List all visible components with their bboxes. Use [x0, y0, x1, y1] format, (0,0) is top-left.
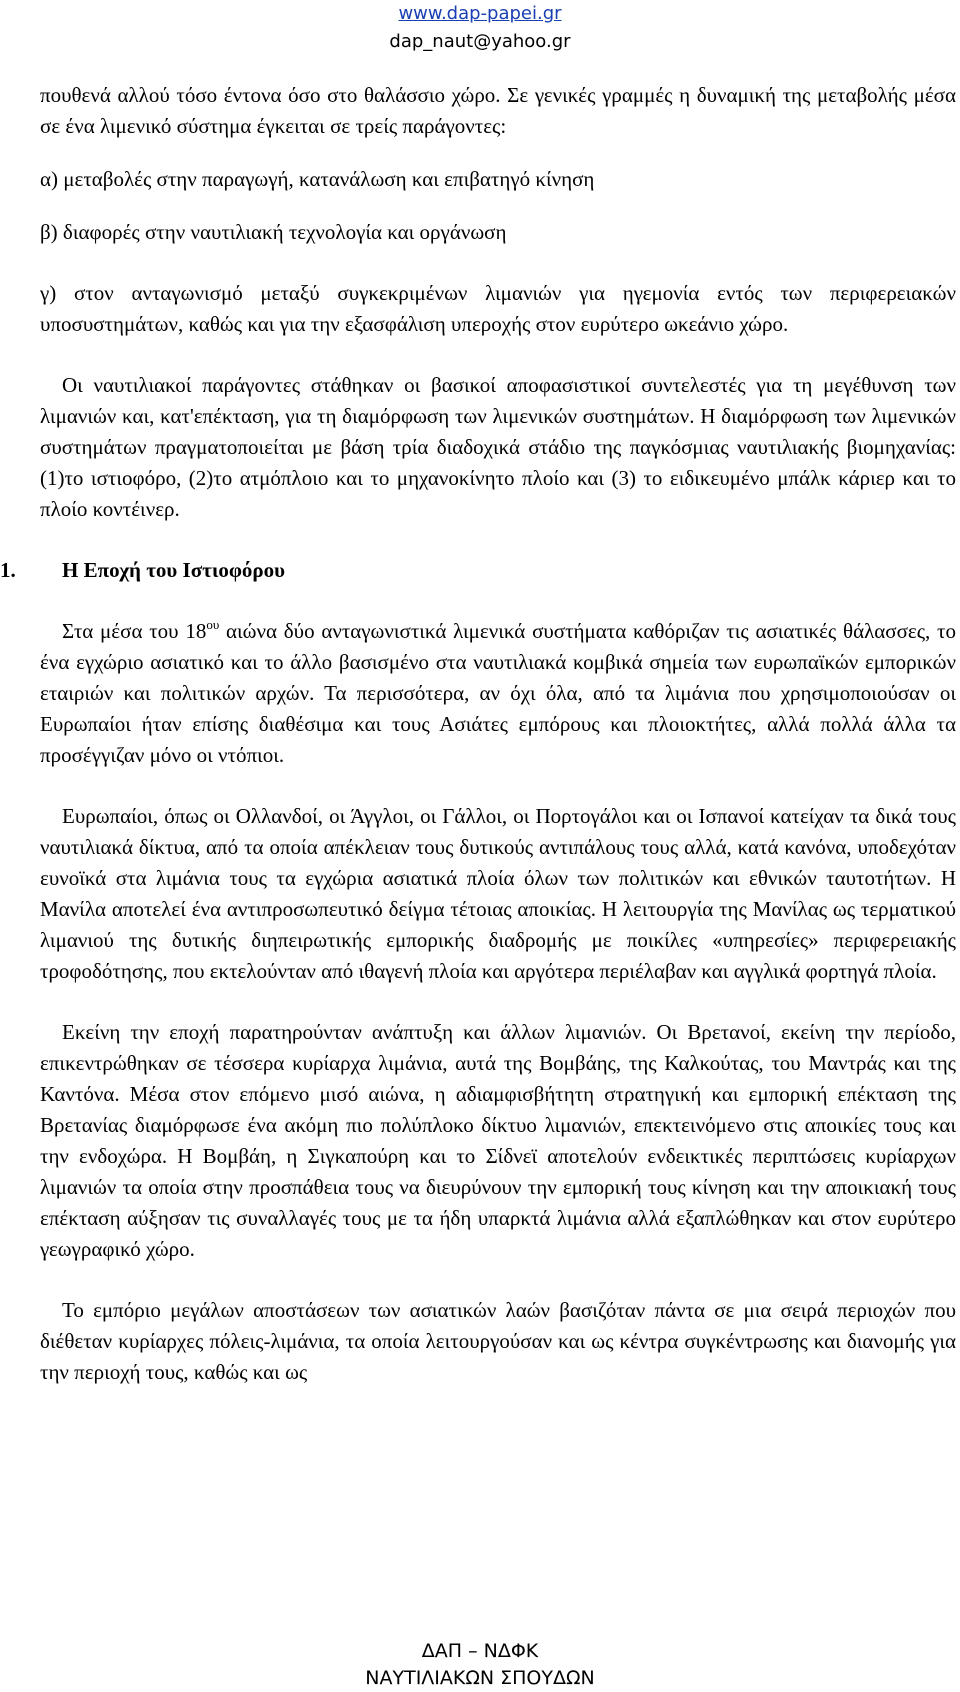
list-item-b: β) διαφορές στην ναυτιλιακή τεχνολογία και οργάνωση — [40, 220, 507, 244]
section-heading — [0, 555, 916, 586]
page-header — [0, 0, 960, 56]
footer-line-2: ΝΑΥΤΙΛΙΑΚΩΝ ΣΠΟΥΔΩΝ — [365, 1667, 595, 1689]
list-item-c: γ) στον ανταγωνισμό μεταξύ συγκεκριμένων λιμανιών για ηγεμονία εντός των περιφερειακών υποσυστημάτων, καθώς και για την εξασφάλιση υπεροχής στον ευρύτερο ωκεάνιο χώρο. — [40, 281, 956, 336]
paragraph-intro: πουθενά αλλού τόσο έντονα όσο στο θαλάσσιο χώρο. Σε γενικές γραμμές η δυναμική της μεταβολής μέσα σε ένα λιμενικό σύστημα έγκειται σε τρείς παράγοντες: — [40, 83, 956, 138]
site-link[interactable]: www.dap-papei.gr — [398, 3, 562, 24]
paragraph-europeans: Ευρωπαίοι, όπως οι Ολλανδοί, οι Άγγλοι, οι Γάλλοι, οι Πορτογάλοι και οι Ισπανοί κατείχαν τα δικά τους ναυτιλιακά δίκτυα, από τα οποία απέκλειαν τους δυτικούς αντιπάλους τους αλλά, κατά κανόνα, υποδεχόταν ευνοϊκά στα λιμάνια τους τα εγχώρια ασιατικά πλοία όλων των πολιτικών και εθνικών ταυτοτήτων. Η Μανίλα αποτελεί ένα αντιπροσωπευτικό δείγμα τέτοιας αποικίας. Η λειτουργία της Μανίλας ως τερματικού λιμανιού της δυτικής διηπειρωτικής εμπορικής διαδρομής με ποικίλες «υπηρεσίες» περιφερειακής τροφοδότησης, που εκτελούνταν από ιθαγενή πλοία και αργότερα περιέλαβαν και αγγλικά φορτηγά πλοία. — [40, 804, 956, 983]
paragraph-factors: Οι ναυτιλιακοί παράγοντες στάθηκαν οι βασικοί αποφασιστικοί συντελεστές για τη μεγέθυνση των λιμανιών και, κατ'επέκταση, για τη διαμόρφωση των λιμενικών συστημάτων. Η διαμόρφωση των λιμενικών συστημάτων πραγματοποιείται με βάση τρία διαδοχικά στάδιο της παγκόσμιας ναυτιλιακής βιομηχανίας: (1)το ιστιοφόρο, (2)το ατμόπλοιο και το μηχανοκίνητο πλοίο και (3) το ειδικευμένο μπάλκ κάριερ και το πλοίο κοντέινερ. — [40, 373, 956, 521]
section-number: 1. — [0, 558, 16, 582]
page-footer — [0, 1638, 960, 1692]
paragraph-18th-century — [40, 616, 956, 771]
contact-email: dap_naut@yahoo.gr — [389, 31, 571, 52]
paragraph-trade: Το εμπόριο μεγάλων αποστάσεων των ασιατικών λαών βασιζόταν πάντα σε μια σειρά περιοχών που διέθεταν κυρίαρχες πόλεις-λιμάνια, τα οποία λειτουργούσαν και ως κέντρα συγκέντρωσης και διανομής για την περιοχή τους, καθώς και ως — [40, 1298, 956, 1384]
footer-line-1: ΔΑΠ – ΝΔΦΚ — [421, 1640, 539, 1662]
ordinal-superscript: ου — [206, 617, 220, 632]
paragraph-british: Εκείνη την εποχή παρατηρούνταν ανάπτυξη και άλλων λιμανιών. Οι Βρετανοί, εκείνη την περίοδο, επικεντρώθηκαν σε τέσσερα κυρίαρχα λιμάνια, αυτά της Βομβάης, της Καλκούτας, του Μαντράς και της Καντόνα. Μέσα στον επόμενο μισό αιώνα, η αδιαμφισβήτητη στρατηγική και εμπορική επέκταση της Βρετανίας διαμόρφωσε ένα ακόμη πιο πολύπλοκο δίκτυο λιμανιών, επεκτεινόμενο στις αποικίες τους και την ενδοχώρα. Η Βομβάη, η Σιγκαπούρη και το Σίδνεϊ αποτελούν ενδεικτικές περιπτώσεις κυρίαρχων λιμανιών τα οποία στην προσπάθεια τους να διευρύνουν την εμπορική τους κίνηση και την αποικιακή τους επέκταση αύξησαν τις συναλλαγές τους με τα ήδη υπαρκτά λιμάνια αλλά εξαπλώθηκαν και στον ευρύτερο γεωγραφικό χώρο. — [40, 1020, 956, 1261]
paragraph-18th-start: Στα μέσα του 18 — [62, 619, 207, 643]
paragraph-18th-rest: αιώνα δύο ανταγωνιστικά λιμενικά συστήματα καθόριζαν τις ασιατικές θάλασσες, το ένα εγχώριο ασιατικό και το άλλο βασισμένο στα ναυτιλιακά κομβικά σημεία των ευρωπαϊκών εμπορικών εταιριών και πολιτικών αρχών. Τα περισσότερα, αν όχι όλα, από τα λιμάνια που χρησιμοποιούσαν οι Ευρωπαίοι ήταν επίσης διαθέσιμα και τους Ασιάτες εμπόρους και πλοιοκτήτες, αλλά πολλά άλλα τα προσέγγιζαν μόνο οι ντόπιοι. — [40, 619, 956, 767]
document-body — [0, 80, 956, 1388]
list-item-a: α) μεταβολές στην παραγωγή, κατανάλωση και επιβατηγό κίνηση — [40, 167, 595, 191]
section-title: Η Εποχή του Ιστιοφόρου — [62, 558, 286, 582]
